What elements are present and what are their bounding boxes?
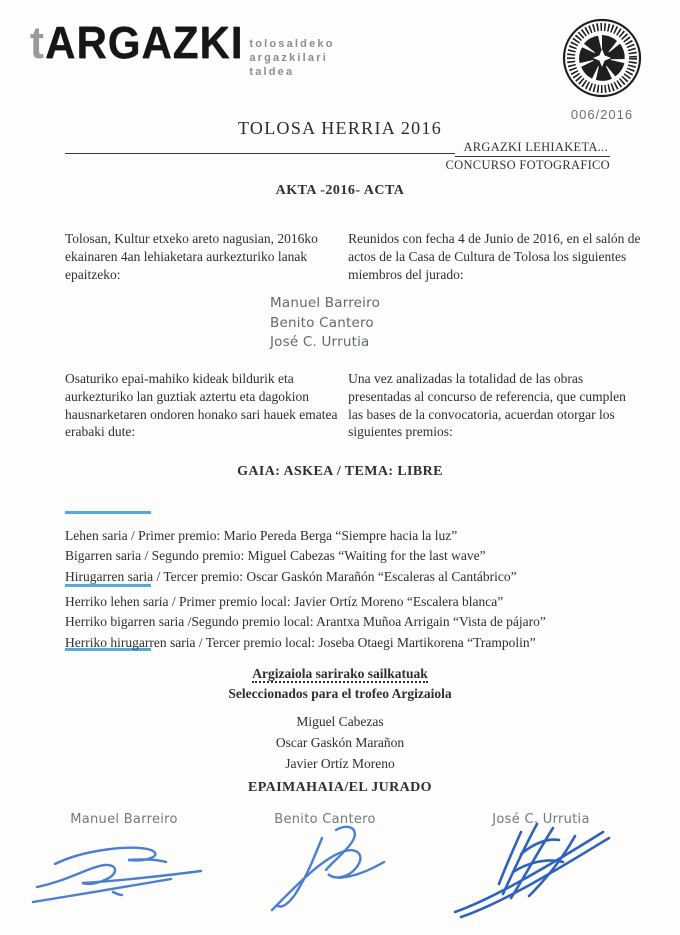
jury-member-name: Benito Cantero (270, 314, 374, 331)
blue-separator (65, 511, 151, 514)
decision-columns (65, 370, 643, 441)
signature-jose-urrutia (425, 812, 625, 927)
signature-benito-cantero (262, 818, 407, 918)
jury-section-heading: EPAIMAHAIA/EL JURADO (248, 780, 432, 795)
local-prizes-list (65, 592, 645, 653)
logo-tagline (249, 38, 334, 79)
prize-line: Herriko hirugarren saria / Tercer premio local: Joseba Otaegi Martikorena “Trampolin” (65, 634, 536, 650)
signature-manuel-barreiro (25, 830, 235, 915)
header-rule-block (65, 140, 610, 173)
argizaiola-heading-spanish: Seleccionados para el trofeo Argizaiola (228, 685, 452, 701)
jury-member-name: José C. Urrutia (270, 334, 370, 351)
intro-paragraph-spanish: Reunidos con fecha 4 de Junio de 2016, en el salón de actos de la Casa de Cultura de Tolosa los siguientes miembros del jurado: (348, 231, 641, 282)
argizaiola-heading-basque: Argizaiola sarirako sailkatuak (252, 666, 428, 681)
argizaiola-name: Miguel Cabezas (296, 714, 384, 729)
signatory-name: Benito Cantero (274, 812, 376, 827)
argizaiola-name: Javier Ortíz Moreno (285, 755, 395, 771)
decision-paragraph-basque: Osaturiko epai-mahiko kideak bildurik eta aurkezturiko lan guztiak aztertu eta dagokion hausnarketaren ondoren honako sari hauek ematea erabaki dute: (65, 371, 338, 440)
logo-word-main: ARGAZKI (45, 17, 244, 68)
argizaiola-names-list (0, 712, 680, 775)
signatory-name: Manuel Barreiro (70, 812, 178, 827)
intro-paragraph-basque: Tolosan, Kultur etxeko areto nagusian, 2016ko ekainaren 4an lehiaketara aurkezturiko lanak epaitzeko: (65, 231, 318, 282)
argizaiola-name: Oscar Gaskón Marañon (275, 734, 405, 750)
signatory-name: José C. Urrutia (492, 812, 590, 827)
stamp-number: 006/2016 (570, 107, 634, 122)
logo-tagline-line: tolosaldeko (249, 38, 335, 50)
subtitle-spanish: CONCURSO FOTOGRAFICO (445, 158, 610, 172)
prize-line: Lehen saria / Primer premio: Mario Pereda Berga “Siempre hacia la luz” (65, 528, 458, 543)
general-prizes-list (65, 526, 645, 587)
targazki-logo (30, 17, 335, 79)
aperture-seal-icon (560, 16, 644, 100)
logo-tagline-line: argazkilari (249, 51, 328, 64)
argizaiola-headings (0, 664, 680, 703)
document-title: TOLOSA HERRIA 2016 (237, 118, 443, 138)
intro-columns (65, 230, 643, 283)
acta-heading: AKTA -2016- ACTA (275, 183, 405, 198)
logo-wordmark (30, 17, 244, 68)
logo-tagline-line: taldea (249, 65, 295, 78)
header-divider (65, 153, 455, 154)
decision-paragraph-spanish: Una vez analizadas la totalidad de las obras presentadas al concurso de referencia, que cumplen las bases de la convocatoria, acuerdan otorgar los siguientes premios: (348, 371, 626, 440)
prize-line: Herriko bigarren saria /Segundo premio local: Arantxa Muñoa Arrigain “Vista de pájaro” (65, 614, 546, 630)
jury-members-list (270, 294, 380, 353)
prize-line: Bigarren saria / Segundo premio: Miguel Cabezas “Waiting for the last wave” (65, 548, 486, 564)
prize-line: Hirugarren saria / Tercer premio: Oscar Gaskón Marañón “Escaleras al Cantábrico” (65, 568, 517, 584)
subtitle-basque: ARGAZKI LEHIAKETA... (455, 140, 610, 157)
prize-line: Herriko lehen saria / Primer premio local: Javier Ortíz Moreno “Escalera blanca” (65, 594, 504, 609)
theme-heading: GAIA: ASKEA / TEMA: LIBRE (237, 464, 443, 479)
society-stamp (556, 16, 648, 122)
logo-letter-t: t (30, 17, 45, 68)
jury-member-name: Manuel Barreiro (270, 295, 381, 311)
